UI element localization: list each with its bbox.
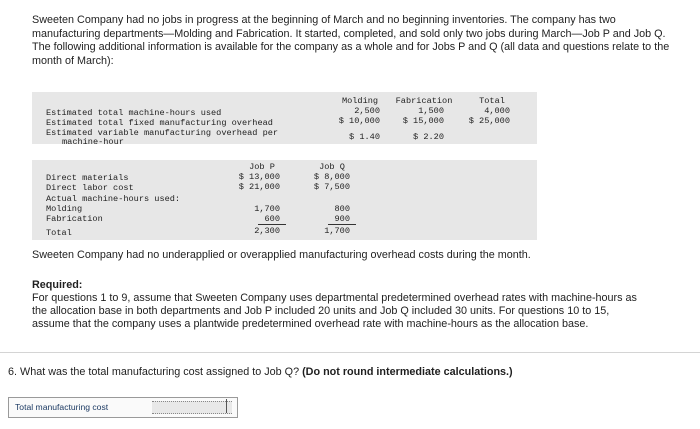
row-label-machine-hours: Estimated total machine-hours used: [46, 108, 222, 118]
molding-fixed-overhead: $ 10,000: [338, 116, 380, 126]
job-q-total-hours: 1,700: [324, 226, 350, 236]
question-hint: (Do not round intermediate calculations.): [302, 366, 513, 378]
job-q-total-underline: [328, 224, 356, 225]
text-cursor-icon: [226, 399, 227, 413]
molding-variable-rate: $ 1.40: [349, 132, 380, 142]
required-body: For questions 1 to 9, assume that Sweeten Company uses departmental predetermined overhead rates with machine-hours as the allocation base in both departments and Job P included 20 units and Job Q included 30 units. For questions 10 to 15, assume that the company uses a plantwide predetermined overhead rate with machine-hours as the allocation base.: [32, 292, 637, 330]
job-q-direct-labor: $ 7,500: [313, 182, 350, 192]
col-header-fabrication: Fabrication: [395, 96, 453, 106]
job-q-fabrication-hours: 900: [334, 214, 350, 224]
total-fixed-overhead: $ 25,000: [468, 116, 510, 126]
question-6: [8, 366, 513, 378]
row-label-total: Total: [46, 228, 72, 238]
job-p-total-hours: 2,300: [254, 226, 280, 236]
problem-intro: Sweeten Company had no jobs in progress at the beginning of March and no beginning inventories. The company has two manufacturing departments—Molding and Fabrication. It started, completed, and sold only two jobs during March—Job P and Job Q. The following additional information is available for the company as a whole and for Jobs P and Q (all data and questions relate to the month of March):: [32, 14, 670, 67]
section-divider: [0, 352, 700, 353]
row-label-variable-overhead-cont: machine-hour: [62, 137, 124, 147]
question-text: 6. What was the total manufacturing cost assigned to Job Q?: [8, 366, 300, 378]
total-machine-hours: 4,000: [484, 106, 510, 116]
row-label-direct-materials: Direct materials: [46, 173, 129, 183]
col-header-total: Total: [479, 96, 505, 106]
col-header-molding: Molding: [341, 96, 379, 106]
col-header-job-q: Job Q: [319, 162, 345, 172]
job-p-fabrication-hours: 600: [264, 214, 280, 224]
fabrication-machine-hours: 1,500: [418, 106, 444, 116]
job-q-molding-hours: 800: [334, 204, 350, 214]
estimates-table: [32, 92, 537, 147]
fabrication-variable-rate: $ 2.20: [413, 132, 444, 142]
job-p-direct-labor: $ 21,000: [238, 182, 280, 192]
row-label-fabrication: Fabrication: [46, 214, 103, 224]
required-heading: Required:: [32, 279, 83, 291]
overhead-note: Sweeten Company had no underapplied or overapplied manufacturing overhead costs during the month.: [32, 249, 531, 261]
job-q-direct-materials: $ 8,000: [313, 172, 350, 182]
molding-machine-hours: 2,500: [354, 106, 380, 116]
col-header-job-p: Job P: [249, 162, 275, 172]
row-label-fixed-overhead: Estimated total fixed manufacturing overhead: [46, 118, 273, 128]
total-manufacturing-cost-input[interactable]: [152, 401, 232, 414]
fabrication-fixed-overhead: $ 15,000: [402, 116, 444, 126]
row-label-molding: Molding: [46, 204, 83, 214]
row-label-actual-machine-hours: Actual machine-hours used:: [46, 194, 181, 204]
row-label-direct-labor: Direct labor cost: [46, 183, 134, 193]
job-p-direct-materials: $ 13,000: [238, 172, 280, 182]
answer-label: Total manufacturing cost: [15, 402, 109, 412]
jobs-table: [32, 160, 537, 240]
row-label-variable-overhead: Estimated variable manufacturing overhead per: [46, 128, 279, 138]
job-p-total-underline: [258, 224, 286, 225]
job-p-molding-hours: 1,700: [254, 204, 280, 214]
